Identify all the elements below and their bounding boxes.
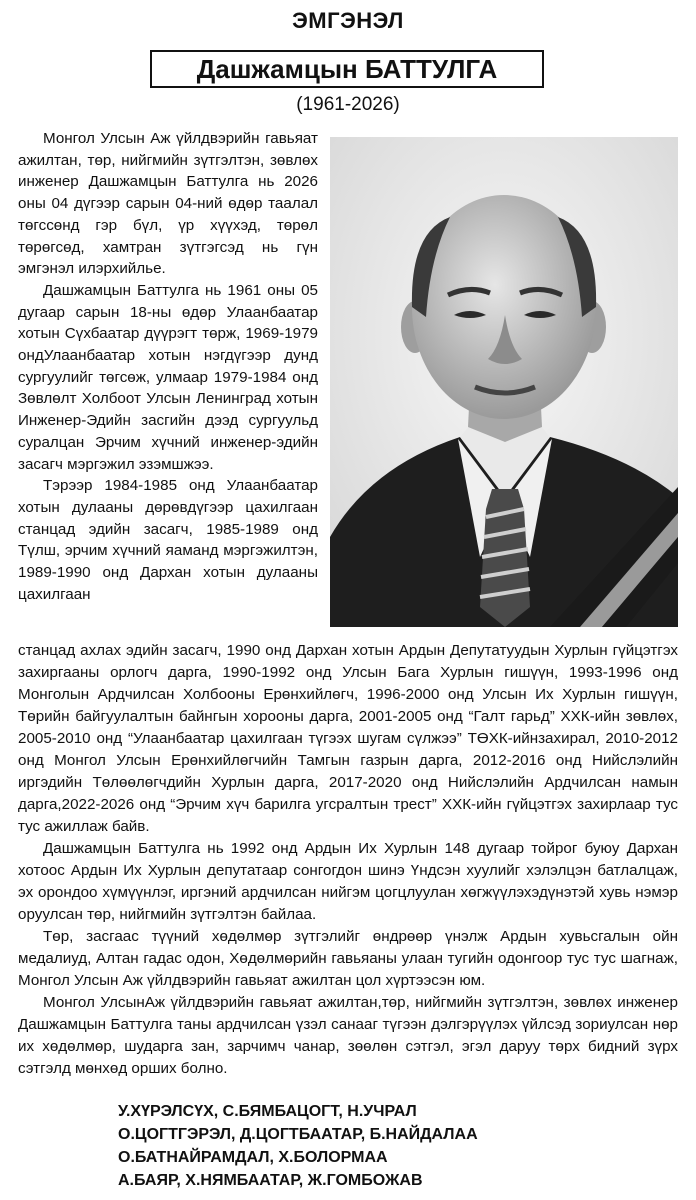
- portrait-photo: [330, 137, 678, 627]
- signatory-line: О.БАТНАЙРАМДАЛ, Х.БОЛОРМАА: [118, 1149, 388, 1166]
- paragraph: Монгол УлсынАж үйлдвэрийн гавьяат ажилтан,төр, нийгмийн зүтгэлтэн, зөвлөх инженер Дашжамцын Баттулга таны ардчилсан үзэл санааг түгээн дэлгэрүүлэх үйлсэд зориулсан нөр их хөдөлмөр, шударга зан, зарчимч чанар, зөөлөн сэтгэл, эгэл даруу төрх бидний зүрх сэтгэлд мөнхөд орших болно.: [18, 994, 678, 1077]
- paragraph: Монгол Улсын Аж үйлдвэрийн гавьяат ажилтан, төр, нийгмийн зүтгэлтэн, зөвлөх инженер Дашжамцын Баттулга нь 2026 оны 04 дүгээр сарын 04-ний өдөр таалал төгссөнд гэр бүл, үр хүүхэд, төрөл төрөгсөд, хамтран зүтгэгсэд нь гүн эмгэнэл илэрхийлье.: [18, 130, 318, 278]
- page-title: ЭМГЭНЭЛ: [292, 8, 404, 33]
- paragraph: Төр, засгаас түүний хөдөлмөр зүтгэлийг өндрөөр үнэлж Ардын хувьсгалын ойн медалиуд, Алтан гадас одон, Хөдөлмөрийн гавьяаны улаан тугийн одонгоор тус тус шагнаж, Монгол Улсын Аж үйлдвэрийн гавьяат ажилтан цол хүртээсэн юм.: [18, 928, 678, 989]
- paragraph: станцад ахлах эдийн засагч, 1990 онд Дархан хотын Ардын Депутатуудын Хурлын гүйцэтгэх захиргааны орлогч дарга, 1990-1992 онд Улсын Бага Хурлын гишүүн, 1993-1996 онд Монголын Ардчилсан Холбооны Ерөнхийлөгч, 1996-2000 онд Улсын Их Хурлын гишүүн, Төрийн байгуулалтын байнгын хорооны дарга, 2001-2005 онд “Галт гарьд” ХХК-ийн зөвлөх, 2005-2010 онд “Улаанбаатар цахилгаан түгээх шугам сүлжээ” ТӨХК-ийнзахирал, 2010-2012 онд Монгол Улсын Ерөнхийлөгчийн Тамгын газрын дарга, 2012-2016 онд Нийслэлийн иргэдийн Төлөөлөгчдийн Хурлын дарга, 2017-2020 онд Нийслэлийн Ардчилсан намын дарга,2022-2026 онд “Эрчим хүч барилга угсралтын трест” ХХК-ийн гүйцэтгэх захирлаар тус тус ажиллаж байв.: [18, 642, 678, 835]
- paragraph: Тэрээр 1984-1985 онд Улаанбаатар хотын дулааны дөрөвдүгээр цахилгаан станцад эдийн засагч, 1985-1989 онд Түлш, эрчим хүчний яаманд мэргэжилтэн, 1989-1990 онд Дархан хотын дулааны цахилгаан: [18, 477, 318, 603]
- signatories: [118, 1100, 478, 1192]
- signatory-line: А.БАЯР, Х.НЯМБААТАР, Ж.ГОМБОЖАВ: [118, 1172, 423, 1189]
- signatory-line: У.ХҮРЭЛСҮХ, С.БЯМБАЦОГТ, Н.УЧРАЛ: [118, 1103, 417, 1120]
- biography-full-width: [18, 640, 678, 1080]
- paragraph: Дашжамцын Баттулга нь 1961 оны 05 дугаар сарын 18-ны өдөр Улаанбаатар хотын Сүхбаатар дүүрэгт төрж, 1969-1979 ондУлаанбаатар хотын нэгдүгээр дунд сургуулийг төгсөж, улмаар 1979-1984 онд Зөвлөлт Холбоот Улсын Ленинград хотын Инженер-Эдийн засгийн дээд сургуульд суралцан Эрчим хүчний инженер-эдийн засагч мэргэжил эзэмшжээ.: [18, 281, 318, 473]
- biography-column: [18, 128, 318, 605]
- paragraph: Дашжамцын Баттулга нь 1992 онд Ардын Их Хурлын 148 дугаар тойрог буюу Дархан хотоос Ардын Их Хурлын депутатаар сонгогдон шинэ Үндсэн хуулийг хэлэлцэн батлалцаж, эх орондоо хүмүүнлэг, иргэний ардчилсан нийгэм цогцлуулан хөгжүүлэхэдүнэтэй хувь нэмэр оруулсан төр, нийгмийн зүтгэлтэн байлаа.: [18, 840, 678, 923]
- deceased-name: Дашжамцын БАТТУЛГА: [150, 50, 544, 88]
- portrait-icon: [330, 137, 678, 627]
- signatory-line: О.ЦОГТГЭРЭЛ, Д.ЦОГТБААТАР, Б.НАЙДАЛАА: [118, 1126, 478, 1143]
- life-years: (1961-2026): [296, 94, 400, 115]
